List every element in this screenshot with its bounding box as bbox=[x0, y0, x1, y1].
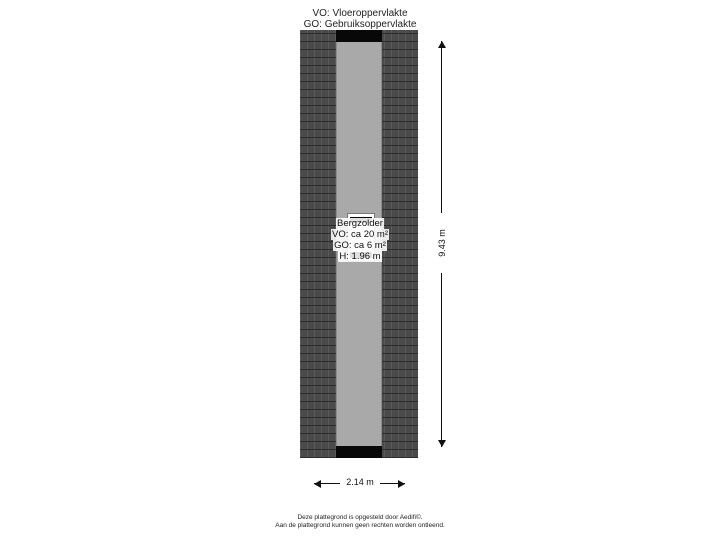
legend-vo: VO: Vloeroppervlakte bbox=[312, 8, 408, 19]
disclaimer bbox=[0, 514, 720, 530]
bottom-beam bbox=[336, 446, 382, 458]
arrow-up-icon bbox=[438, 41, 446, 48]
arrow-down-icon bbox=[438, 440, 446, 447]
area-legend bbox=[0, 8, 720, 30]
room-vo: VO: ca 20 m² bbox=[332, 229, 388, 240]
arrow-left-icon bbox=[314, 480, 321, 488]
room-label bbox=[331, 218, 389, 262]
room-height: H: 1.96 m bbox=[339, 251, 381, 262]
legend-go: GO: Gebruiksoppervlakte bbox=[303, 19, 417, 30]
disclaimer-line-1: Deze plattegrond is opgesteld door Aedifi©. bbox=[297, 514, 423, 521]
room-name: Bergzolder bbox=[337, 218, 383, 229]
disclaimer-line-2: Aan de plattegrond kunnen geen rechten worden ontleend. bbox=[275, 522, 445, 529]
room-go: GO: ca 6 m² bbox=[334, 240, 386, 251]
length-dimension-label: 9.43 m bbox=[437, 213, 447, 273]
width-dimension-label: 2.14 m bbox=[340, 477, 380, 487]
arrow-right-icon bbox=[398, 480, 405, 488]
top-beam bbox=[336, 30, 382, 42]
